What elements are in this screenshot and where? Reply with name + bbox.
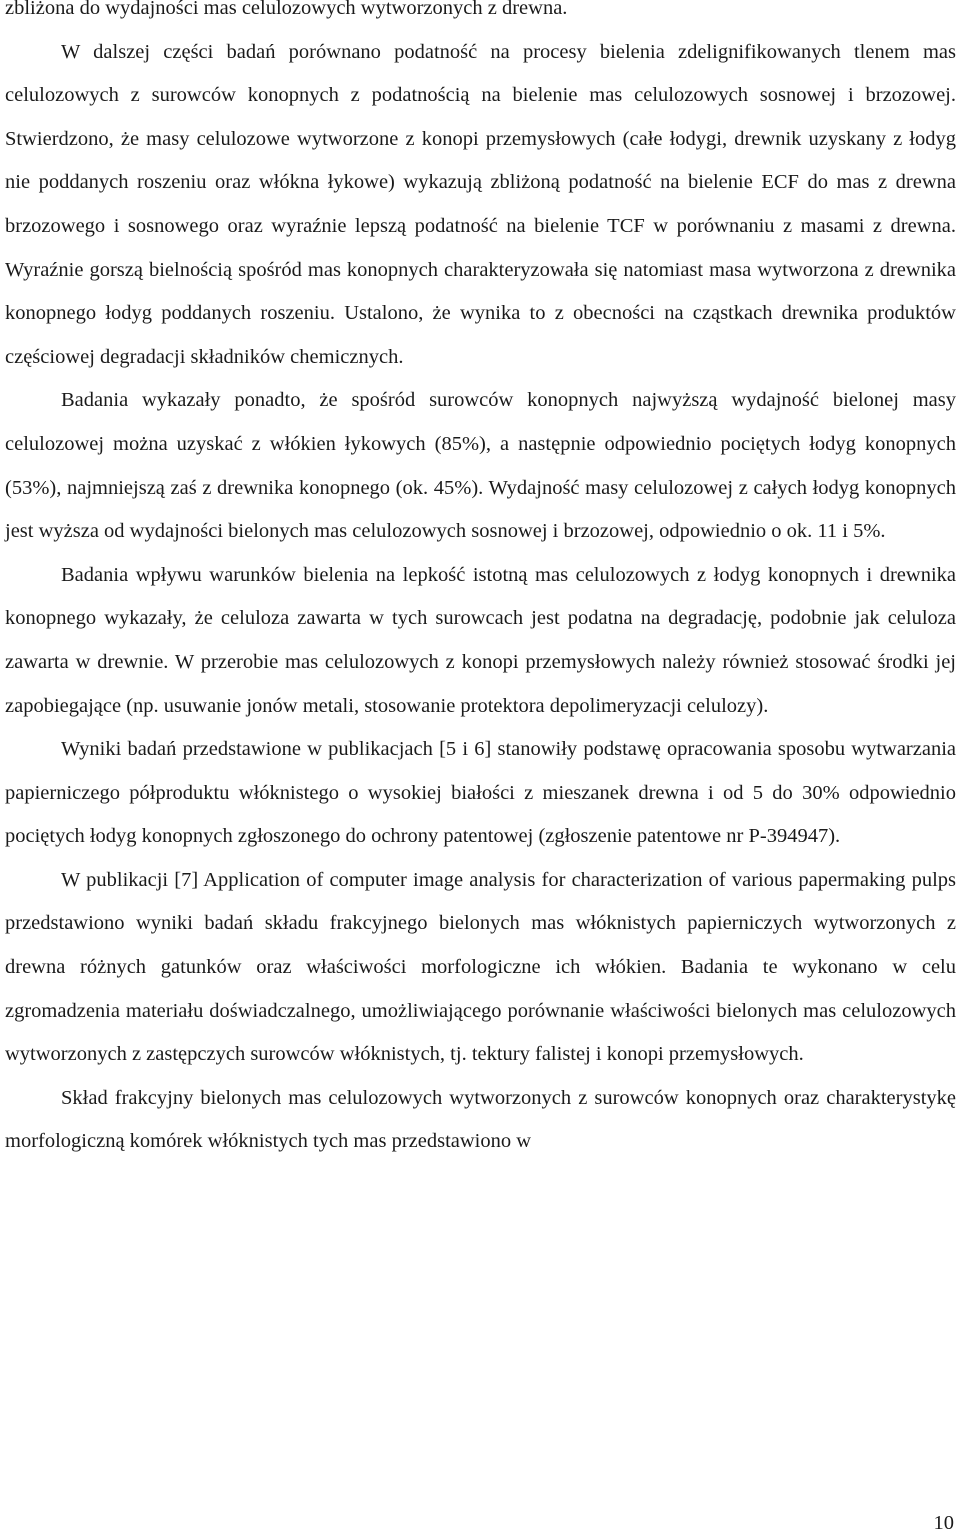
paragraph-1: zbliżona do wydajności mas celulozowych wytworzonych z drewna. — [5, 0, 568, 19]
paragraph-6: W publikacji [7] Application of computer image analysis for characterization of various papermaking pulps przedstawiono wyniki badań składu frakcyjnego bielonych mas włóknistych papierniczych wytworzonych z drewna różnych gatunków oraz właściwości morfologiczne ich włókien. Badania te wykonano w celu zgromadzenia materiału doświadczalnego, umożliwiającego porównanie właściwości bielonych mas celulozowych wytworzonych z zastępczych surowców włóknistych, tj. tektury falistej i konopi przemysłowych. — [5, 868, 956, 1066]
paragraph-2: W dalszej części badań porównano podatność na procesy bielenia zdelignifikowanych tlenem mas celulozowych z surowców konopnych z podatnością na bielenie mas celulozowych sosnowej i brzozowej. Stwierdzono, że masy celulozowe wytworzone z konopi przemysłowych (całe łodygi, drewnik uzyskany z łodyg nie poddanych roszeniu oraz włókna łykowe) wykazują zbliżoną podatność na bielenie ECF do mas z drewna brzozowego i sosnowego oraz wyraźnie lepszą podatność na bielenie TCF w porównaniu z masami z drewna. Wyraźnie gorszą bielnością spośród mas konopnych charakteryzowała się natomiast masa wytworzona z drewnika konopnego łodyg poddanych roszeniu. Ustalono, że wynika to z obecności na cząstkach drewnika produktów częściowej degradacji składników chemicznych. — [5, 40, 956, 368]
paragraph-3: Badania wykazały ponadto, że spośród surowców konopnych najwyższą wydajność bielonej masy celulozowej można uzyskać z włókien łykowych (85%), a następnie odpowiednio pociętych łodyg konopnych (53%), najmniejszą zaś z drewnika konopnego (ok. 45%). Wydajność masy celulozowej z całych łodyg konopnych jest wyższa od wydajności bielonych mas celulozowych sosnowej i brzozowej, odpowiednio o ok. 11 i 5%. — [5, 389, 956, 543]
page-number: 10 — [933, 1512, 954, 1534]
paragraph-4: Badania wpływu warunków bielenia na lepkość istotną mas celulozowych z łodyg konopnych i drewnika konopnego wykazały, że celuloza zawarta w tych surowcach jest podatna na degradację, podobnie jak celuloza zawarta w drewnie. W przerobie mas celulozowych z konopi przemysłowych należy również stosować środki jej zapobiegające (np. usuwanie jonów metali, stosowanie protektora depolimeryzacji celulozy). — [5, 563, 956, 717]
document-body — [5, 0, 956, 1164]
paragraph-5: Wyniki badań przedstawione w publikacjach [5 i 6] stanowiły podstawę opracowania sposobu wytwarzania papierniczego półproduktu włóknistego o wysokiej białości z mieszanek drewna i od 5 do 30% odpowiednio pociętych łodyg konopnych zgłoszonego do ochrony patentowej (zgłoszenie patentowe nr P-394947). — [5, 738, 956, 848]
paragraph-7: Skład frakcyjny bielonych mas celulozowych wytworzonych z surowców konopnych oraz charakterystykę morfologiczną komórek włóknistych tych mas przedstawiono w — [5, 1086, 956, 1153]
